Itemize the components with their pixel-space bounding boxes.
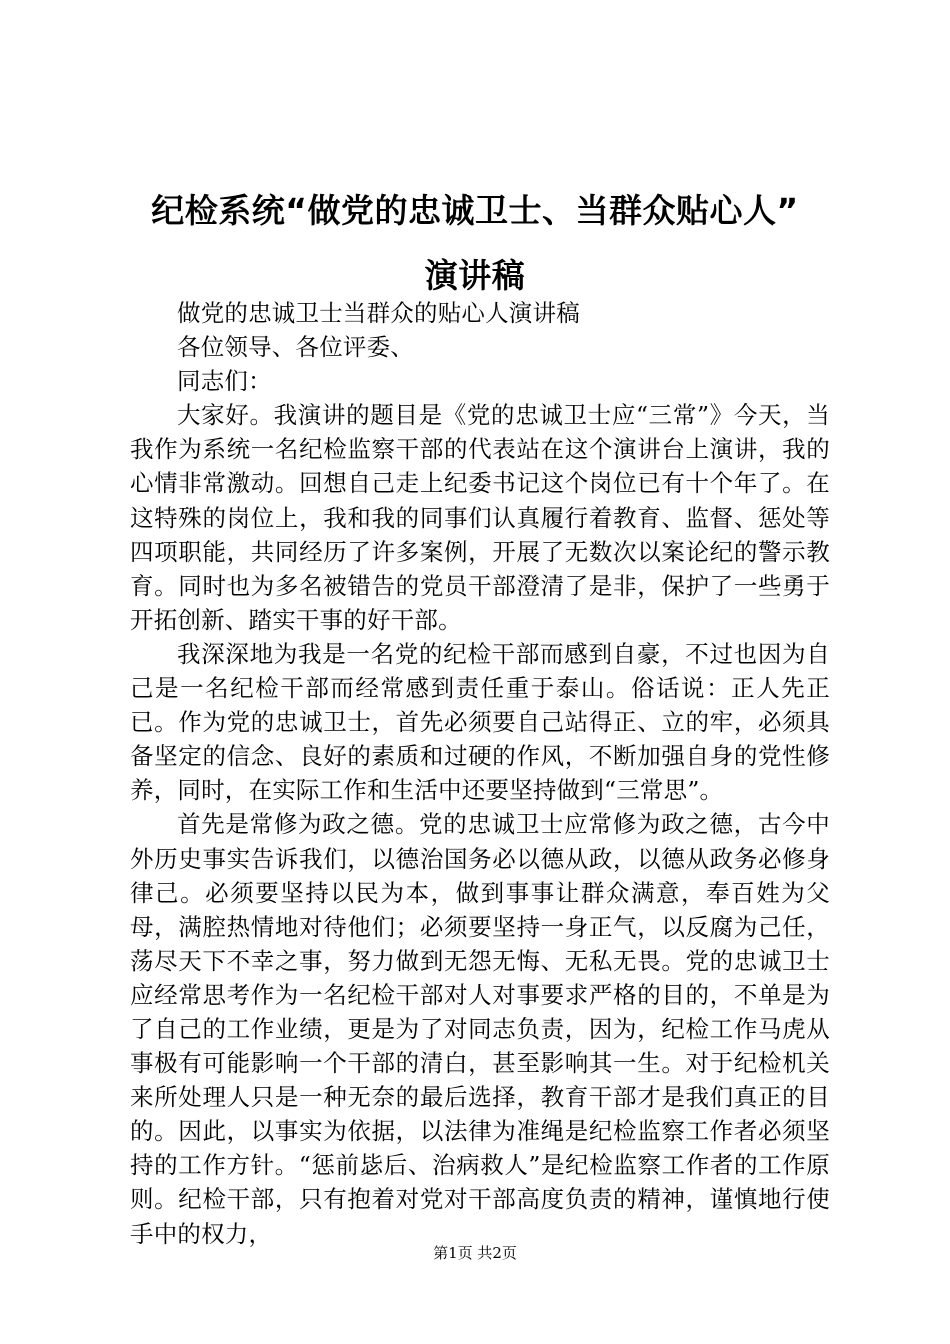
page-footer: 第1页 共2页 — [433, 1244, 517, 1262]
salutation-line: 各位领导、各位评委、 — [177, 333, 414, 362]
body-paragraph: 大家好。我演讲的题目是《党的忠诚卫士应“三常”》今天，当我作为系统一名纪检监察干部的代表站在这个演讲台上演讲，我的心情非常激动。回想自己走上纪委书记这个岗位已有十个年了。在这特殊的岗位上，我和我的同事们认真履行着教育、监督、惩处等四项职能，共同经历了许多案例，开展了无数次以案论纪的警示教育。同时也为多名被错告的党员干部澄清了是非，保护了一些勇于开拓创新、踏实干事的好干部。 — [130, 401, 830, 634]
document-body — [130, 296, 830, 1251]
title-line-1: 纪检系统“做党的忠诚卫士、当群众贴心人” — [151, 191, 799, 230]
title-line-2: 演讲稿 — [424, 256, 526, 295]
body-paragraph: 首先是常修为政之德。党的忠诚卫士应常修为政之德，古今中外历史事实告诉我们，以德治国务必以德从政，以德从政务必修身律己。必须要坚持以民为本，做到事事让群众满意，奉百姓为父母，满腔热情地对待他们；必须要坚持一身正气，以反腐为己任，荡尽天下不幸之事，努力做到无怨无悔、无私无畏。党的忠诚卫士应经常思考作为一名纪检干部对人对事要求严格的目的，不单是为了自己的工作业绩，更是为了对同志负责，因为，纪检工作马虎从事极有可能影响一个干部的清白，甚至影响其一生。对于纪检机关来所处理人只是一种无奈的最后选择，教育干部才是我们真正的目的。因此，以事实为依据，以法律为准绳是纪检监察工作者必须坚持的工作方针。“惩前毖后、治病救人”是纪检监察工作者的工作原则。纪检干部，只有抱着对党对干部高度负责的精神，谨慎地行使手中的权力， — [130, 810, 830, 1248]
subtitle-paragraph: 做党的忠诚卫士当群众的贴心人演讲稿 — [177, 299, 580, 327]
salutation-line: 同志们： — [177, 367, 272, 396]
body-paragraph: 我深深地为我是一名党的纪检干部而感到自豪，不过也因为自己是一名纪检干部而经常感到责任重于泰山。俗话说：正人先正已。作为党的忠诚卫士，首先必须要自己站得正、立的牢，必须具备坚定的信念、良好的素质和过硬的作风，不断加强自身的党性修养，同时，在实际工作和生活中还要坚持做到“三常思”。 — [130, 639, 830, 805]
document-title — [120, 178, 830, 308]
